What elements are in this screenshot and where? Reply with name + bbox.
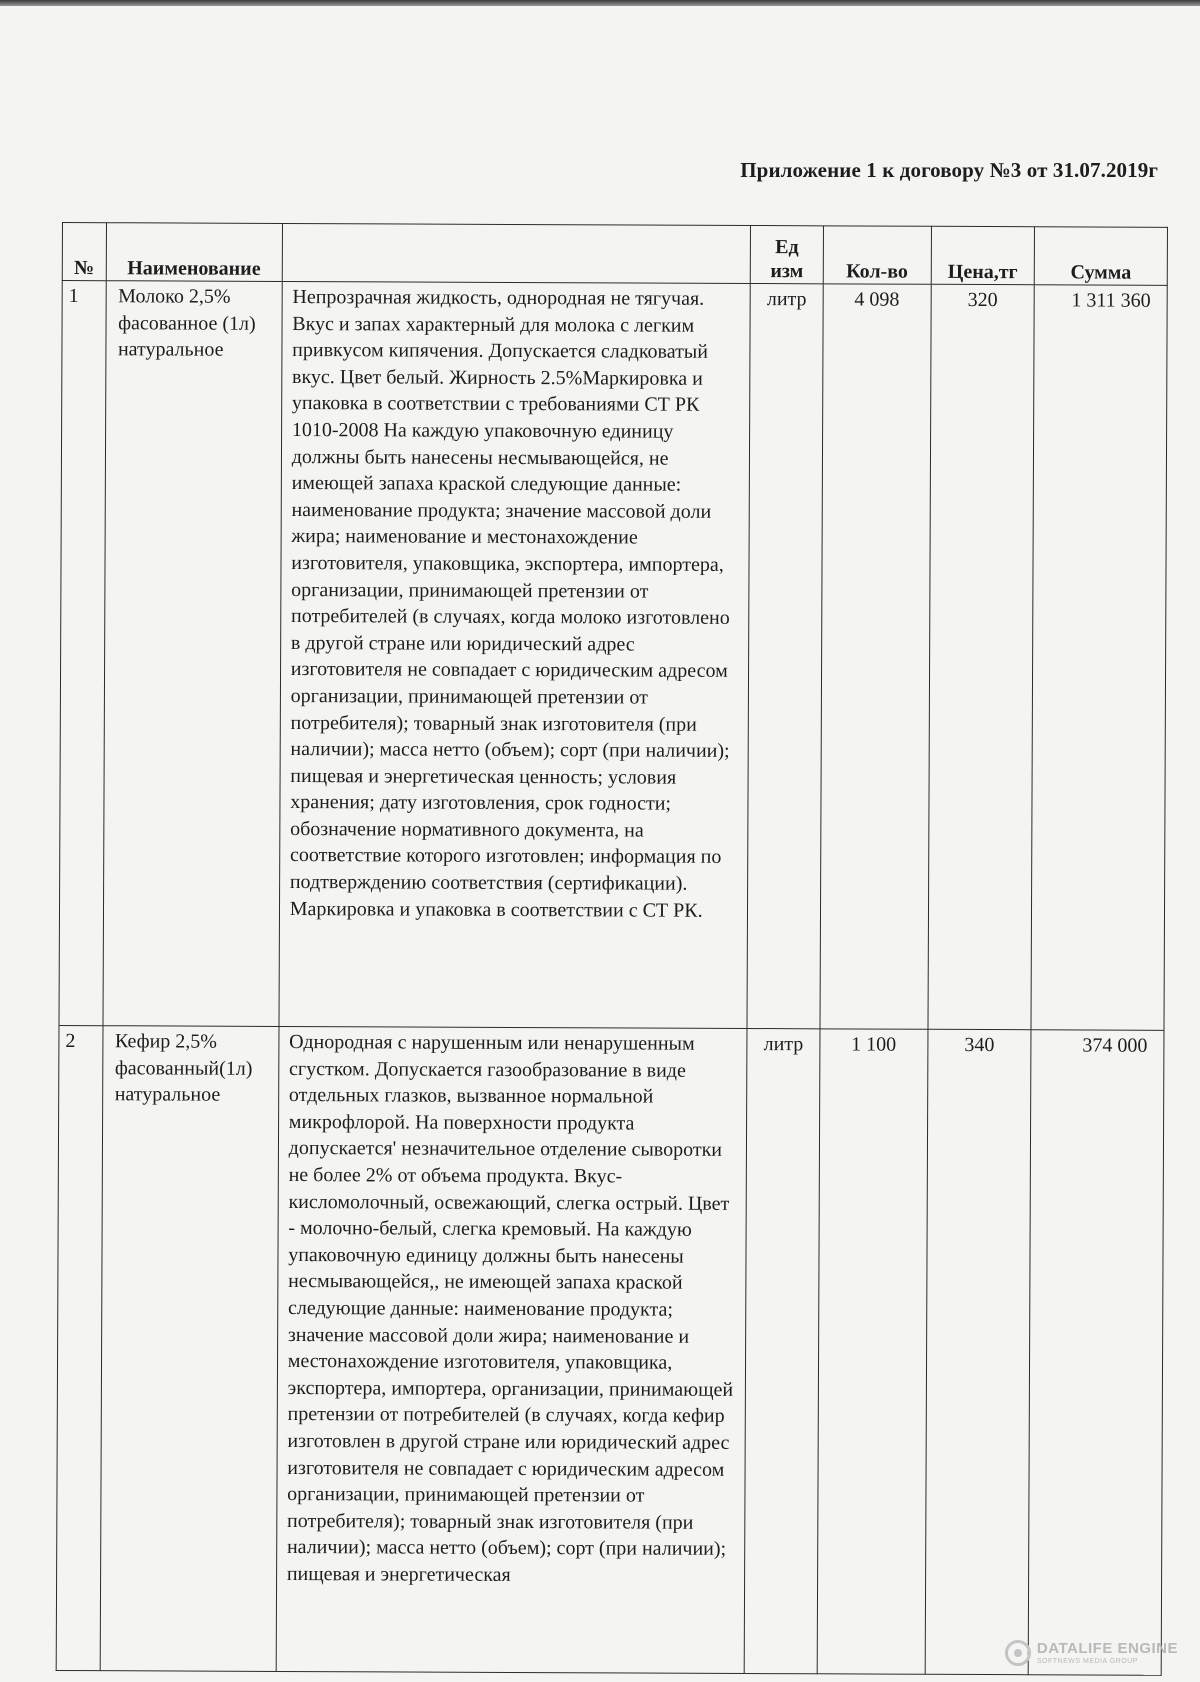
unit-cell: литр	[747, 284, 823, 1029]
quantity-cell: 1 100	[817, 1029, 928, 1674]
header-qty: Кол-во	[823, 226, 931, 284]
header-unit-line1: Ед	[775, 236, 799, 259]
product-description: Однородная с нарушенным или ненарушенным сгустком. Допускается газообразование в виде отдельных глазков, вызванное нормальной микрофлорой. На поверхности продукта допускается' незначительное отделение сыворотки не более 2% от объема продукта. Вкус- кисломолочный, освежающий, слегка острый. Цвет - молочно-белый, слегка кремовый. На каждую упаковочную единицу должны быть нанесены несмывающейся,, не имеющей запаха краской следующие данные: наименование продукта; значение массовой доли жира; наименование и местонахождение изготовителя, упаковщика, экспортера, импортера, организации, принимающей претензии от потребителей (в случаях, когда кефир изготовлен в другой стране или юридический адрес изготовителя не совпадает с юридическим адресом организации, принимающей претензии от потребителя); товарный знак изготовителя (при наличии); масса нетто (объем); сорт (при наличии); пищевая и энергетическая	[276, 1026, 747, 1673]
sum-cell: 374 000	[1028, 1030, 1164, 1676]
header-price: Цена,тг	[931, 226, 1035, 284]
row-number: 2	[56, 1025, 102, 1670]
sum-cell: 1 311 360	[1031, 285, 1167, 1031]
price-cell: 320	[928, 284, 1035, 1029]
product-description: Непрозрачная жидкость, однородная не тягучая. Вкус и запах характерный для молока с легким привкусом кипячения. Допускается сладковатый вкус. Цвет белый. Жирность 2.5%Маркировка и упаковка в соответствии с требованиями СТ РК 1010-2008 На каждую упаковочную единицу должны быть нанесены несмывающейся, не имеющей запаха краской следующие данные: наименование продукта; значение массовой доли жира; наименование и местонахождение изготовителя, упаковщика, экспортера, импортера, организации, принимающей претензии от потребителей (в случаях, когда молоко изготовлено в другой стране или юридический адрес изготовителя не совпадает с юридическим адресом организации, принимающей претензии от потребителя); товарный знак изготовителя (при наличии); масса нетто (объем); сорт (при наличии); пищевая и энергетическая ценность; условия хранения; дату изготовления, срок годности; обозначение нормативного документа, на соответствие которого изготовлен; информация по подтверждению соответствия (сертификации). Маркировка и упаковка в соответствии с СТ РК.	[279, 281, 751, 1028]
unit-cell: литр	[744, 1028, 819, 1673]
row-number: 1	[59, 281, 106, 1026]
watermark-main: DATALIFE ENGINE	[1036, 1640, 1178, 1657]
header-unit	[751, 226, 824, 284]
watermark	[1005, 1640, 1178, 1666]
header-sum: Сумма	[1035, 227, 1168, 286]
table-row	[59, 281, 1167, 1031]
watermark-text	[1037, 1641, 1178, 1665]
product-name: Кефир 2,5% фасованный(1л) натуральное	[100, 1026, 279, 1672]
table-row	[56, 1025, 1164, 1675]
header-unit-line2: изм	[770, 260, 804, 283]
specification-table	[56, 222, 1168, 1676]
quantity-cell: 4 098	[820, 284, 931, 1029]
header-name: Наименование	[106, 223, 282, 282]
price-cell: 340	[925, 1029, 1031, 1674]
product-name: Молоко 2,5% фасованное (1л) натуральное	[103, 281, 282, 1027]
table-header-row	[62, 223, 1167, 286]
header-num: №	[62, 223, 106, 281]
scan-edge-shadow	[0, 0, 1200, 6]
page-heading: Приложение 1 к договору №3 от 31.07.2019г	[740, 158, 1158, 182]
header-description	[282, 223, 751, 283]
datalife-logo-icon	[1005, 1640, 1031, 1666]
watermark-sub: SOFTNEWS MEDIA GROUP	[1036, 1658, 1138, 1665]
